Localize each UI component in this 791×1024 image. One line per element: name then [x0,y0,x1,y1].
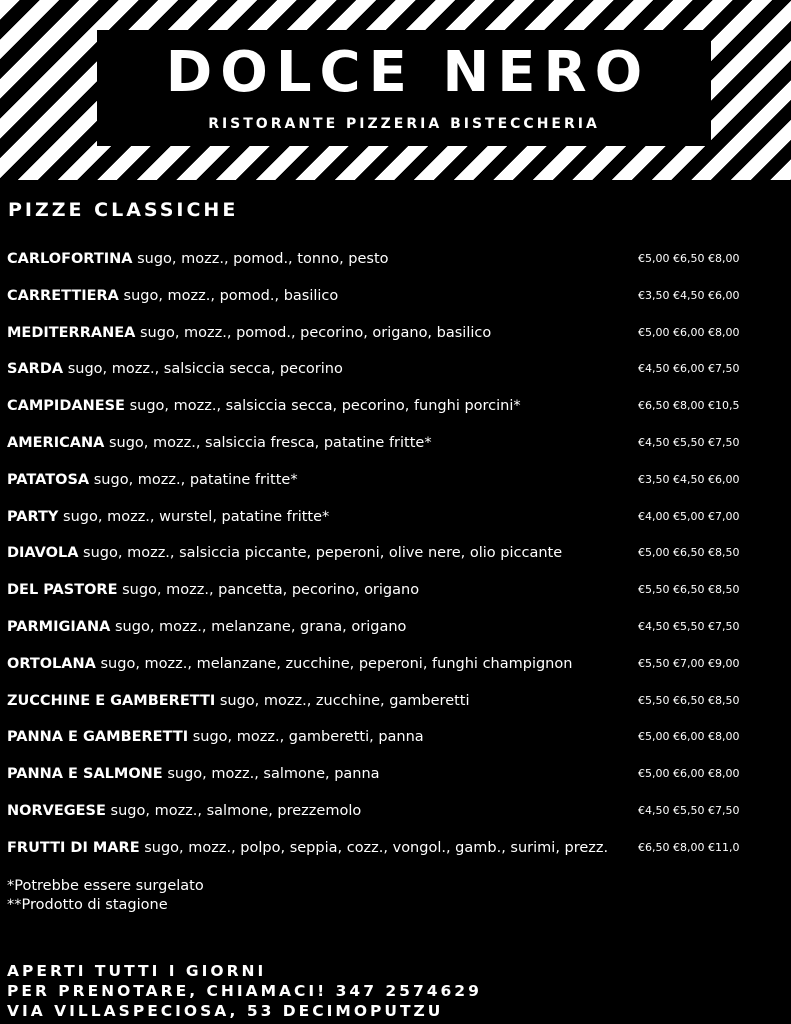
pizza-prices: €5,50 €7,00 €9,00 [638,656,740,670]
menu-item-description [7,727,424,747]
pizza-prices: €5,00 €6,00 €8,00 [638,325,740,339]
menu-item [0,617,791,654]
pizza-ingredients: sugo, mozz., wurstel, patatine fritte* [63,508,330,525]
opening-hours: APERTI TUTTI I GIORNI [7,962,267,980]
pizza-ingredients: sugo, mozz., salsiccia secca, pecorino [67,361,343,378]
restaurant-tagline: RISTORANTE PIZZERIA BISTECCHERIA [208,116,600,132]
pizza-ingredients: sugo, mozz., salsiccia fresca, patatine fritte* [108,434,432,451]
menu-item-description [7,323,491,343]
menu-item-description [7,433,432,453]
menu-item [0,691,791,728]
pizza-prices: €5,50 €6,50 €8,50 [638,693,740,707]
menu-item [0,507,791,544]
menu-item [0,470,791,507]
menu-item [0,323,791,360]
menu-item [0,654,791,691]
menu-item [0,286,791,323]
pizza-name: FRUTTI DI MARE [7,839,140,856]
pizza-name: ORTOLANA [7,655,96,672]
pizza-ingredients: sugo, mozz., pomod., tonno, pesto [137,251,389,267]
pizza-ingredients: sugo, mozz., zucchine, gamberetti [219,692,470,709]
striped-header-banner [0,0,791,180]
pizza-prices: €4,50 €5,50 €7,50 [638,435,740,449]
pizza-prices: €4,50 €5,50 €7,50 [638,619,740,633]
pizza-prices: €3,50 €4,50 €6,00 [638,288,740,302]
menu-item-description [7,580,419,600]
pizza-ingredients: sugo, mozz., melanzane, grana, origano [115,618,407,635]
address: VIA VILLASPECIOSA, 53 DECIMOPUTZU [7,1002,444,1020]
pizza-ingredients: sugo, mozz., polpo, seppia, cozz., vongol., gamb., surimi, prezz. [144,839,609,856]
pizza-name: CAMPIDANESE [7,398,125,415]
menu-item [0,359,791,396]
menu-item-description [7,249,389,269]
logo-box [97,30,711,146]
menu-item-description [7,838,608,858]
pizza-name: PANNA E SALMONE [7,766,163,783]
pizza-ingredients: sugo, mozz., gamberetti, panna [192,729,424,746]
pizza-prices: €5,00 €6,50 €8,00 [638,252,740,265]
menu-item-description [7,654,572,674]
pizza-prices: €5,50 €6,50 €8,50 [638,583,740,597]
menu-item-description [7,359,343,379]
menu-item-description [7,470,298,490]
pizza-prices: €4,50 €5,50 €7,50 [638,803,740,817]
menu-item [0,433,791,470]
pizza-ingredients: sugo, mozz., melanzane, zucchine, peperoni, funghi champignon [100,655,573,672]
menu-item [0,580,791,617]
menu-item [0,543,791,580]
note-frozen: *Potrebbe essere surgelato [7,878,204,894]
pizza-ingredients: sugo, mozz., salmone, panna [167,766,380,783]
menu-item-description [7,801,361,821]
contact-footer [7,961,482,1021]
menu-item-description [7,286,338,306]
pizza-name: CARLOFORTINA [7,251,133,267]
pizza-ingredients: sugo, mozz., pancetta, pecorino, origano [122,582,420,599]
pizza-name: MEDITERRANEA [7,324,136,341]
pizza-name: NORVEGESE [7,802,106,819]
pizza-prices: €5,00 €6,00 €8,00 [638,767,740,781]
menu-item-description [7,396,521,416]
pizza-ingredients: sugo, mozz., pomod., pecorino, origano, basilico [140,324,492,341]
menu-item-description [7,691,470,711]
pizza-ingredients: sugo, mozz., pomod., basilico [123,287,339,304]
pizza-name: PATATOSA [7,471,90,488]
menu-item [0,801,791,838]
note-seasonal: **Prodotto di stagione [7,897,168,913]
restaurant-name: DOLCE NERO [165,40,651,105]
menu-item [0,396,791,433]
pizza-prices: €3,50 €4,50 €6,00 [638,472,740,486]
pizza-name: CARRETTIERA [7,287,119,304]
pizza-name: DIAVOLA [7,545,79,562]
pizza-prices: €6,50 €8,00 €10,5 [638,399,740,413]
pizza-name: ZUCCHINE E GAMBERETTI [7,692,216,709]
footnotes [7,877,204,915]
pizza-name: PARTY [7,508,59,525]
menu-list [0,249,791,875]
pizza-prices: €5,00 €6,00 €8,00 [638,730,740,744]
pizza-prices: €4,50 €6,00 €7,50 [638,362,740,376]
pizza-name: DEL PASTORE [7,582,118,599]
pizza-ingredients: sugo, mozz., salsiccia secca, pecorino, funghi porcini* [129,398,521,415]
pizza-prices: €5,00 €6,50 €8,50 [638,546,740,560]
menu-item-description [7,543,562,563]
pizza-ingredients: sugo, mozz., salmone, prezzemolo [110,802,362,819]
menu-item-description [7,764,380,784]
pizza-name: PANNA E GAMBERETTI [7,729,189,746]
menu-item [0,764,791,801]
pizza-name: AMERICANA [7,434,105,451]
section-title: PIZZE CLASSICHE [8,199,239,221]
booking-phone: PER PRENOTARE, CHIAMACI! 347 2574629 [7,982,482,1000]
menu-item-description [7,617,406,637]
menu-item [0,838,791,875]
pizza-name: PARMIGIANA [7,618,111,635]
menu-item [0,727,791,764]
pizza-prices: €6,50 €8,00 €11,0 [638,840,740,854]
menu-item-description [7,507,329,527]
pizza-ingredients: sugo, mozz., patatine fritte* [93,471,298,488]
pizza-name: SARDA [7,361,64,378]
pizza-ingredients: sugo, mozz., salsiccia piccante, peperoni, olive nere, olio piccante [83,545,563,562]
menu-item [0,249,791,286]
pizza-prices: €4,00 €5,00 €7,00 [638,509,740,523]
